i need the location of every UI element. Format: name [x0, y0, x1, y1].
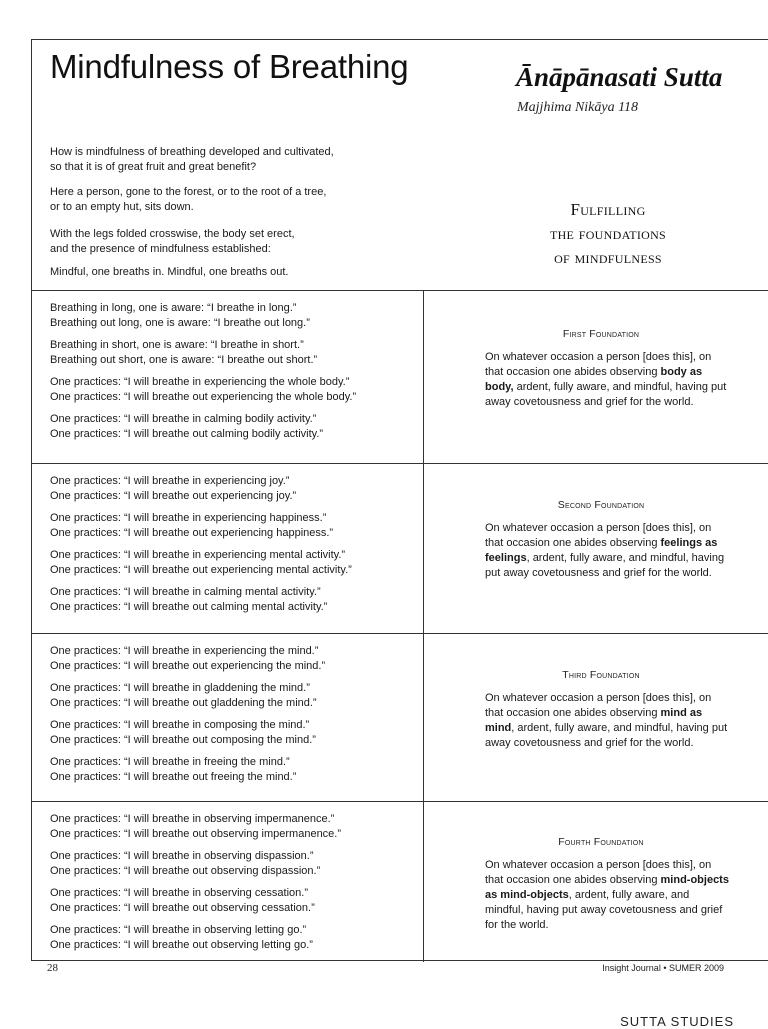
foundation-heading: Third Foundation [562, 669, 640, 681]
practice-pair: One practices: “I will breathe in gladdening the mind.” One practices: “I will breathe out gladdening the mind.” [50, 682, 317, 709]
foundation-row [31, 463, 768, 633]
foundations-table [31, 290, 768, 962]
practice-pair: One practices: “I will breathe in experiencing joy.” One practices: “I will breathe out experiencing joy.” [50, 475, 297, 502]
journal-footer: Insight Journal • SUMER 2009 [602, 963, 724, 973]
foundation-heading: First Foundation [562, 328, 640, 340]
foundation-description [424, 291, 768, 463]
foundation-text: On whatever occasion a person [does this], on that occasion one abides observing feelings as feelings, ardent, fully aware, and mindful, having put away covetousness and grief for the world. [485, 522, 725, 579]
foundation-text: On whatever occasion a person [does this], on that occasion one abides observing body as body, ardent, fully aware, and mindful, having put away covetousness and grief for the world. [485, 351, 727, 408]
practice-pair: One practices: “I will breathe in composing the mind.” One practices: “I will breathe out composing the mind.” [50, 719, 316, 746]
breathing-practices [31, 634, 424, 801]
foundation-row [31, 633, 768, 801]
foundation-description [424, 634, 768, 801]
practice-pair: One practices: “I will breathe in experiencing happiness.” One practices: “I will breathe out experiencing happiness.” [50, 512, 334, 539]
foundation-row [31, 801, 768, 962]
section-label: SUTTA STUDIES [620, 1014, 734, 1029]
sutta-reference: Majjhima Nikāya 118 [517, 100, 639, 115]
foundation-description [424, 802, 768, 962]
foundation-text: On whatever occasion a person [does this], on that occasion one abides observing mind-objects as mind-objects, ardent, fully aware, and mindful, having put away covetousness and grief for the world. [485, 859, 729, 931]
breathing-practices [31, 291, 424, 463]
practice-pair: One practices: “I will breathe in experiencing the whole body.” One practices: “I will breathe out experiencing the whole body.” [50, 376, 357, 403]
breathing-practices [31, 464, 424, 633]
practice-pair: Breathing in long, one is aware: “I breathe in long.” Breathing out long, one is aware: “I breathe out long.” [50, 302, 310, 329]
practice-pair: One practices: “I will breathe in calming mental activity.” One practices: “I will breathe out calming mental activity.” [50, 586, 328, 613]
practice-pair: Breathing in short, one is aware: “I breathe in short.” Breathing out short, one is aware: “I breathe out short.” [50, 339, 318, 366]
practice-pair: One practices: “I will breathe in observing impermanence.” One practices: “I will breathe out observing impermanence.” [50, 813, 342, 840]
practice-pair: One practices: “I will breathe in experiencing mental activity.” One practices: “I will breathe out experiencing mental activity.” [50, 549, 352, 576]
foundation-row [31, 290, 768, 463]
intro-paragraph: How is mindfulness of breathing developed and cultivated, so that it is of great fruit and great benefit? [50, 146, 334, 173]
practice-pair: One practices: “I will breathe in experiencing the mind.” One practices: “I will breathe out experiencing the mind.” [50, 645, 326, 672]
breathing-practices [31, 802, 424, 962]
page-title: Mindfulness of Breathing [50, 48, 409, 85]
intro-text [50, 145, 400, 288]
practice-pair: One practices: “I will breathe in observing letting go.” One practices: “I will breathe out observing letting go.” [50, 924, 313, 951]
practice-pair: One practices: “I will breathe in observing cessation.” One practices: “I will breathe out observing cessation.” [50, 887, 315, 914]
practice-pair: One practices: “I will breathe in freeing the mind.” One practices: “I will breathe out freeing the mind.” [50, 756, 297, 783]
foundation-heading: Second Foundation [557, 499, 645, 511]
foundation-heading: Fourth Foundation [558, 836, 644, 848]
fulfilling-heading: Fulfilling the foundations of mindfulness [549, 200, 667, 267]
practice-pair: One practices: “I will breathe in observing dispassion.” One practices: “I will breathe out observing dispassion.” [50, 850, 321, 877]
foundation-description [424, 464, 768, 633]
intro-paragraph: Mindful, one breaths in. Mindful, one breaths out. [50, 266, 289, 278]
foundation-text: On whatever occasion a person [does this], on that occasion one abides observing mind as mind, ardent, fully aware, and mindful, having put away covetousness and grief for the world. [485, 692, 728, 749]
sutta-name: Ānāpānasati Sutta [516, 62, 723, 92]
practice-pair: One practices: “I will breathe in calming bodily activity.” One practices: “I will breathe out calming bodily activity.” [50, 413, 324, 440]
page-number: 28 [47, 962, 58, 974]
intro-paragraph: Here a person, gone to the forest, or to the root of a tree, or to an empty hut, sits down. [50, 186, 327, 213]
intro-paragraph: With the legs folded crosswise, the body set erect, and the presence of mindfulness established: [50, 228, 295, 255]
